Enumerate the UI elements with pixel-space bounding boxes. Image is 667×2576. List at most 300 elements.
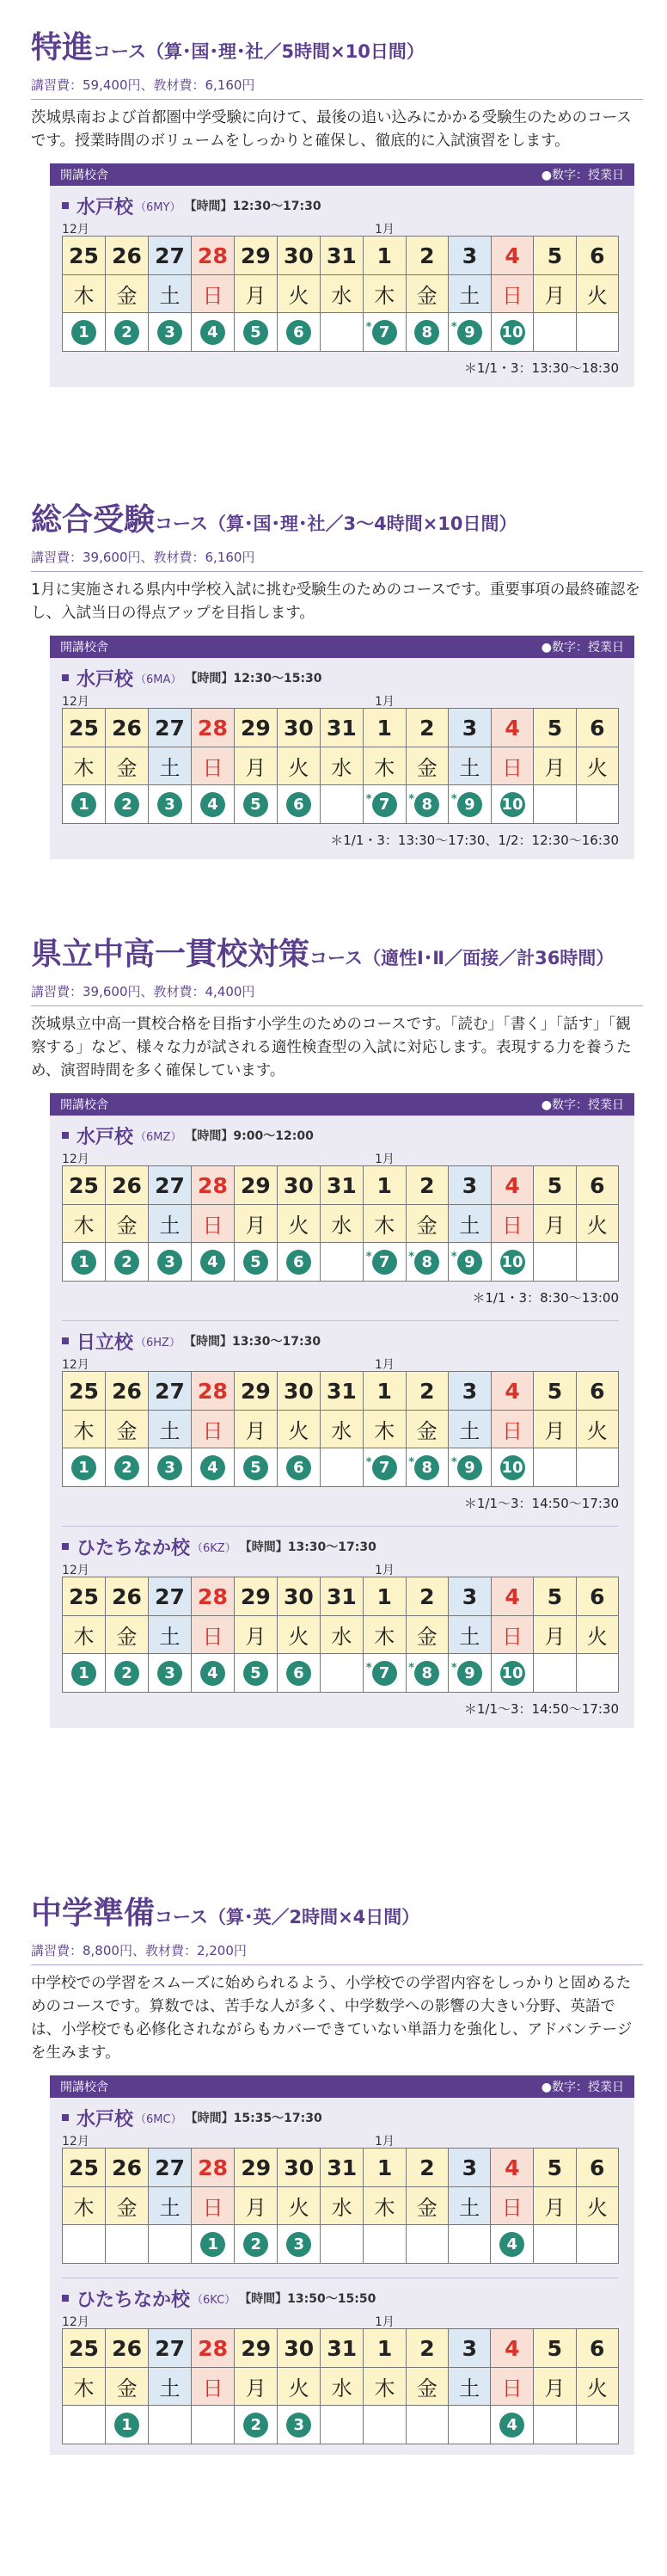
session-number: 7 * xyxy=(372,792,397,817)
course-fee: 講習費：59,400円、教材費：6,160円 xyxy=(31,76,643,100)
session-cell xyxy=(320,1448,363,1487)
session-cell xyxy=(191,1654,234,1693)
weekday-cell: 月 xyxy=(234,1205,277,1243)
session-cell xyxy=(278,2406,321,2444)
panel-header xyxy=(50,1093,634,1116)
session-cell xyxy=(449,313,492,352)
session-number: 5 xyxy=(243,1455,268,1480)
school-time: 【時間】13:50～15:50 xyxy=(239,2292,376,2306)
weekday-cell: 木 xyxy=(63,1205,106,1243)
session-cell xyxy=(234,1243,277,1282)
school-name: ひたちなか校 xyxy=(76,2289,191,2311)
date-cell: 28 xyxy=(192,2329,235,2368)
panel-header-left: 開講校舎 xyxy=(60,641,108,655)
session-number: 3 xyxy=(157,1455,182,1480)
school-block xyxy=(50,2285,634,2444)
calendar-table xyxy=(62,2328,619,2444)
course-title-suffix: コース（算･英／2時間×4日間） xyxy=(155,1907,420,1927)
asterisk-mark: * xyxy=(450,792,457,806)
session-cell xyxy=(449,1448,492,1487)
session-number: 2 xyxy=(243,2413,268,2438)
session-cell xyxy=(105,785,148,824)
month-label: 1月 xyxy=(375,1358,395,1372)
course-title xyxy=(31,31,643,69)
weekday-cell: 金 xyxy=(105,1616,148,1654)
session-cell xyxy=(534,2225,576,2264)
date-cell: 26 xyxy=(105,1166,148,1205)
date-cell: 3 xyxy=(449,237,492,275)
date-cell: 26 xyxy=(105,1577,148,1616)
date-cell: 2 xyxy=(406,2149,448,2187)
asterisk-mark: * xyxy=(408,792,415,806)
weekday-cell: 日 xyxy=(491,2368,534,2406)
session-row xyxy=(63,2225,619,2264)
date-cell: 3 xyxy=(449,2149,491,2187)
weekday-cell: 金 xyxy=(105,747,148,785)
date-cell: 4 xyxy=(491,1577,534,1616)
session-cell xyxy=(105,1448,148,1487)
weekday-cell: 日 xyxy=(491,275,534,313)
panel-header-right: ●数字：授業日 xyxy=(541,1098,624,1112)
month-label: 12月 xyxy=(62,695,89,709)
weekday-cell: 水 xyxy=(321,2368,364,2406)
session-number: 1 xyxy=(200,2232,225,2257)
weekday-cell: 木 xyxy=(363,1205,406,1243)
course-fee: 講習費：8,800円、教材費：2,200円 xyxy=(31,1941,643,1965)
session-number: 4 xyxy=(499,2413,524,2438)
date-row xyxy=(63,1166,619,1205)
weekday-cell: 月 xyxy=(235,2368,278,2406)
session-cell xyxy=(406,785,449,824)
session-cell xyxy=(320,1243,363,1282)
session-number: 5 xyxy=(243,792,268,817)
date-cell: 30 xyxy=(277,1166,320,1205)
session-number: 9 * xyxy=(457,1250,482,1275)
square-bullet-icon xyxy=(62,674,69,681)
calendar-table xyxy=(62,708,619,824)
course-title xyxy=(31,938,643,975)
school-name: 水戸校 xyxy=(76,668,134,691)
asterisk-mark: * xyxy=(408,1250,415,1263)
date-cell: 28 xyxy=(191,1166,234,1205)
session-cell xyxy=(277,785,320,824)
course-title-suffix: コース（適性Ⅰ･Ⅱ／面接／計36時間） xyxy=(309,948,615,968)
session-cell xyxy=(406,1448,449,1487)
session-number: 5 xyxy=(243,320,268,345)
weekday-cell: 木 xyxy=(364,2187,406,2225)
session-cell xyxy=(449,1654,492,1693)
square-bullet-icon xyxy=(62,2114,69,2121)
weekday-cell: 金 xyxy=(105,1411,148,1448)
date-cell: 2 xyxy=(406,237,449,275)
weekday-cell: 木 xyxy=(363,747,406,785)
date-cell: 3 xyxy=(449,1166,492,1205)
panel-header xyxy=(50,636,634,658)
asterisk-mark: * xyxy=(450,320,457,334)
session-cell xyxy=(105,313,148,352)
school-name: 水戸校 xyxy=(76,196,134,218)
session-cell xyxy=(148,1448,191,1487)
weekday-row xyxy=(63,747,619,785)
session-number: 3 xyxy=(157,320,182,345)
panel-header xyxy=(50,2075,634,2098)
weekday-cell: 土 xyxy=(449,2187,491,2225)
session-number: 7 * xyxy=(372,1250,397,1275)
session-cell xyxy=(63,2225,106,2264)
session-number: 10 xyxy=(500,1661,525,1686)
weekday-cell: 火 xyxy=(277,1411,320,1448)
weekday-cell: 土 xyxy=(148,275,191,313)
weekday-cell: 木 xyxy=(63,1411,106,1448)
session-row xyxy=(63,1243,619,1282)
session-number: 1 xyxy=(71,320,96,345)
date-cell: 5 xyxy=(534,237,576,275)
date-cell: 30 xyxy=(277,1577,320,1616)
session-cell xyxy=(491,785,534,824)
school-time: 【時間】12:30～17:30 xyxy=(184,200,321,213)
session-number: 2 xyxy=(243,2232,268,2257)
date-cell: 26 xyxy=(105,709,148,747)
school-header xyxy=(62,2105,619,2130)
weekday-cell: 火 xyxy=(576,747,618,785)
asterisk-mark: * xyxy=(450,1455,457,1469)
weekday-cell: 火 xyxy=(278,2187,321,2225)
weekday-cell: 金 xyxy=(406,1616,449,1654)
course-fee: 講習費：39,600円、教材費：6,160円 xyxy=(31,548,643,572)
month-row xyxy=(62,2130,619,2148)
school-block xyxy=(50,193,634,377)
session-cell xyxy=(63,1243,106,1282)
school-time: 【時間】13:30～17:30 xyxy=(183,1335,321,1349)
weekday-cell: 金 xyxy=(406,1205,449,1243)
session-number: 8 * xyxy=(414,1661,439,1686)
session-cell xyxy=(63,2406,106,2444)
weekday-cell: 土 xyxy=(148,747,191,785)
session-number: 6 xyxy=(286,1661,311,1686)
session-cell xyxy=(449,785,492,824)
session-number: 2 xyxy=(114,1661,139,1686)
session-number: 2 xyxy=(114,320,139,345)
session-cell xyxy=(576,2406,618,2444)
date-cell: 2 xyxy=(406,1166,449,1205)
session-row xyxy=(63,1448,619,1487)
date-cell: 31 xyxy=(321,2149,364,2187)
weekday-cell: 火 xyxy=(277,275,320,313)
weekday-cell: 木 xyxy=(363,1411,406,1448)
session-cell xyxy=(491,2406,534,2444)
session-number: 4 xyxy=(499,2232,524,2257)
calendar-table xyxy=(62,1577,619,1693)
session-cell xyxy=(277,313,320,352)
session-cell xyxy=(491,1448,534,1487)
school-time: 【時間】15:35～17:30 xyxy=(185,2112,322,2125)
course-section xyxy=(0,503,667,859)
month-label: 12月 xyxy=(62,2135,89,2149)
weekday-cell: 月 xyxy=(234,1616,277,1654)
asterisk-mark: * xyxy=(365,1250,372,1263)
session-cell xyxy=(321,2225,364,2264)
weekday-cell: 日 xyxy=(192,2368,235,2406)
date-cell: 1 xyxy=(364,2329,406,2368)
course-section xyxy=(0,31,667,387)
date-cell: 25 xyxy=(63,1166,106,1205)
session-cell xyxy=(576,1654,618,1693)
square-bullet-icon xyxy=(62,1543,69,1550)
date-cell: 27 xyxy=(149,2149,192,2187)
weekday-cell: 火 xyxy=(576,1205,618,1243)
date-cell: 5 xyxy=(534,2149,576,2187)
school-code: （6KC） xyxy=(192,2293,236,2307)
session-cell xyxy=(277,1448,320,1487)
weekday-cell: 水 xyxy=(320,1616,363,1654)
session-cell xyxy=(363,1448,406,1487)
school-block xyxy=(50,2105,634,2264)
date-cell: 5 xyxy=(534,1372,576,1411)
course-fee: 講習費：39,600円、教材費：4,400円 xyxy=(31,982,643,1006)
weekday-cell: 日 xyxy=(491,747,534,785)
weekday-cell: 水 xyxy=(320,747,363,785)
date-cell: 5 xyxy=(534,1577,576,1616)
course-title-main: 総合受験 xyxy=(31,502,156,538)
session-cell xyxy=(363,785,406,824)
session-cell xyxy=(148,313,191,352)
school-header xyxy=(62,665,619,691)
session-cell xyxy=(320,785,363,824)
month-label: 12月 xyxy=(62,1153,89,1166)
date-cell: 4 xyxy=(491,2149,534,2187)
weekday-cell: 月 xyxy=(534,1411,576,1448)
session-cell xyxy=(364,2406,406,2444)
date-cell: 30 xyxy=(278,2149,321,2187)
school-name: ひたちなか校 xyxy=(76,1537,191,1559)
weekday-row xyxy=(63,2368,619,2406)
session-number: 2 xyxy=(114,1455,139,1480)
weekday-cell: 水 xyxy=(320,1411,363,1448)
session-number: 4 xyxy=(200,792,225,817)
school-code: （6HZ） xyxy=(135,1336,181,1349)
weekday-row xyxy=(63,1411,619,1448)
session-cell xyxy=(191,1448,234,1487)
weekday-cell: 火 xyxy=(576,275,618,313)
session-number: 10 xyxy=(500,1455,525,1480)
date-cell: 6 xyxy=(576,1166,618,1205)
month-label: 12月 xyxy=(62,1358,89,1372)
date-cell: 25 xyxy=(63,1577,106,1616)
course-title-main: 県立中高一貫校対策 xyxy=(31,937,310,972)
session-number: 7 * xyxy=(372,1661,397,1686)
session-cell xyxy=(191,785,234,824)
date-cell: 2 xyxy=(406,2329,448,2368)
school-block xyxy=(50,1534,634,1718)
schedule-panel xyxy=(50,163,634,387)
schedule-panel xyxy=(50,2075,634,2455)
session-cell xyxy=(191,313,234,352)
school-time: 【時間】9:00～12:00 xyxy=(185,1129,314,1143)
session-cell xyxy=(234,1448,277,1487)
session-cell xyxy=(406,2406,448,2444)
session-cell xyxy=(576,2225,618,2264)
session-cell xyxy=(234,313,277,352)
session-cell xyxy=(235,2225,278,2264)
session-cell xyxy=(363,313,406,352)
session-cell xyxy=(63,1654,106,1693)
square-bullet-icon xyxy=(62,202,69,209)
weekday-cell: 土 xyxy=(148,1411,191,1448)
date-cell: 3 xyxy=(449,2329,491,2368)
session-number: 9 * xyxy=(457,320,482,345)
date-cell: 26 xyxy=(105,1372,148,1411)
weekday-cell: 木 xyxy=(63,1616,106,1654)
asterisk-mark: * xyxy=(408,1455,415,1469)
session-cell xyxy=(534,785,576,824)
asterisk-mark: * xyxy=(365,792,372,806)
course-description: 中学校での学習をスムーズに始められるよう、小学校での学習内容をしっかりと固めるためのコースです。算数では、苦手な人が多く、中学数学への影響の大きい分野、英語では、小学校でも必修化されながらもカバーできていない単語力を強化し、アドバンテージを生みます。 xyxy=(31,1975,633,2062)
weekday-cell: 金 xyxy=(406,275,449,313)
weekday-cell: 日 xyxy=(191,747,234,785)
session-cell xyxy=(148,1654,191,1693)
time-note: ＊1/1～3：14:50～17:30 xyxy=(463,1496,619,1511)
date-cell: 1 xyxy=(363,1166,406,1205)
weekday-cell: 水 xyxy=(321,2187,364,2225)
asterisk-mark: * xyxy=(365,320,372,334)
time-note: ＊1/1・3：13:30～17:30、1/2：12:30～16:30 xyxy=(330,833,619,848)
weekday-cell: 土 xyxy=(449,747,492,785)
weekday-cell: 金 xyxy=(105,275,148,313)
session-cell xyxy=(105,1654,148,1693)
session-cell xyxy=(63,1448,106,1487)
school-time: 【時間】13:30～17:30 xyxy=(239,1540,376,1554)
session-number: 6 xyxy=(286,1250,311,1275)
school-header xyxy=(62,2285,619,2311)
date-cell: 29 xyxy=(234,1166,277,1205)
weekday-cell: 金 xyxy=(106,2368,149,2406)
month-label: 1月 xyxy=(375,1153,395,1166)
session-cell xyxy=(491,1243,534,1282)
session-cell xyxy=(192,2225,235,2264)
session-cell xyxy=(491,1654,534,1693)
course-title-main: 特進 xyxy=(31,30,94,65)
session-number: 4 xyxy=(200,1661,225,1686)
session-number: 9 * xyxy=(457,1661,482,1686)
session-cell xyxy=(534,2406,576,2444)
weekday-cell: 土 xyxy=(449,275,492,313)
date-cell: 6 xyxy=(576,709,618,747)
session-cell xyxy=(534,1243,576,1282)
date-cell: 31 xyxy=(320,1577,363,1616)
month-label: 1月 xyxy=(375,695,395,709)
time-note: ＊1/1・3：13:30～18:30 xyxy=(463,360,619,376)
date-cell: 27 xyxy=(149,2329,192,2368)
session-number: 4 xyxy=(200,1455,225,1480)
session-cell xyxy=(363,1243,406,1282)
date-cell: 1 xyxy=(364,2149,406,2187)
month-label: 1月 xyxy=(375,1564,395,1577)
weekday-cell: 土 xyxy=(148,1205,191,1243)
month-row xyxy=(62,218,619,236)
weekday-cell: 金 xyxy=(406,2368,448,2406)
date-row xyxy=(63,709,619,747)
date-cell: 2 xyxy=(406,709,449,747)
asterisk-mark: * xyxy=(365,1455,372,1469)
session-cell xyxy=(192,2406,235,2444)
weekday-cell: 月 xyxy=(234,1411,277,1448)
date-cell: 29 xyxy=(235,2329,278,2368)
date-cell: 2 xyxy=(406,1372,449,1411)
schedule-panel xyxy=(50,636,634,859)
calendar-table xyxy=(62,1165,619,1282)
school-header xyxy=(62,1122,619,1148)
calendar-table xyxy=(62,236,619,352)
session-row xyxy=(63,785,619,824)
month-row xyxy=(62,2311,619,2328)
session-cell xyxy=(576,1243,618,1282)
weekday-cell: 日 xyxy=(191,1205,234,1243)
session-cell xyxy=(534,313,576,352)
date-cell: 3 xyxy=(449,709,492,747)
date-cell: 27 xyxy=(148,1166,191,1205)
month-row xyxy=(62,1354,619,1371)
weekday-row xyxy=(63,1616,619,1654)
school-divider xyxy=(62,1320,619,1321)
session-cell xyxy=(148,785,191,824)
session-cell xyxy=(576,785,618,824)
asterisk-mark: * xyxy=(450,1661,457,1675)
session-cell xyxy=(278,2225,321,2264)
session-number: 1 xyxy=(71,1661,96,1686)
weekday-cell: 土 xyxy=(149,2187,192,2225)
date-cell: 31 xyxy=(320,237,363,275)
month-label: 1月 xyxy=(375,2135,395,2149)
session-cell xyxy=(449,2406,491,2444)
session-number: 8 xyxy=(414,320,439,345)
weekday-cell: 水 xyxy=(320,1205,363,1243)
date-cell: 4 xyxy=(491,709,534,747)
weekday-cell: 火 xyxy=(277,747,320,785)
weekday-cell: 土 xyxy=(149,2368,192,2406)
date-cell: 26 xyxy=(105,237,148,275)
weekday-cell: 水 xyxy=(320,275,363,313)
date-cell: 6 xyxy=(576,2329,618,2368)
session-cell xyxy=(149,2406,192,2444)
session-cell xyxy=(106,2406,149,2444)
weekday-cell: 月 xyxy=(534,1616,576,1654)
session-number: 3 xyxy=(157,1250,182,1275)
month-row xyxy=(62,1559,619,1577)
weekday-cell: 日 xyxy=(491,1616,534,1654)
school-header xyxy=(62,1534,619,1559)
month-label: 12月 xyxy=(62,223,89,237)
date-cell: 31 xyxy=(320,709,363,747)
weekday-cell: 日 xyxy=(491,1205,534,1243)
weekday-cell: 日 xyxy=(491,2187,534,2225)
session-number: 8 * xyxy=(414,1250,439,1275)
date-cell: 4 xyxy=(491,237,534,275)
weekday-cell: 月 xyxy=(235,2187,278,2225)
asterisk-mark: * xyxy=(408,1661,415,1675)
session-cell xyxy=(321,2406,364,2444)
date-row xyxy=(63,1577,619,1616)
date-cell: 25 xyxy=(63,709,106,747)
date-cell: 29 xyxy=(234,1372,277,1411)
calendar-table xyxy=(62,2148,619,2264)
weekday-cell: 土 xyxy=(449,1616,492,1654)
session-number: 5 xyxy=(243,1661,268,1686)
date-cell: 28 xyxy=(191,1372,234,1411)
session-cell xyxy=(491,313,534,352)
date-cell: 6 xyxy=(576,237,618,275)
session-number: 6 xyxy=(286,1455,311,1480)
date-row xyxy=(63,237,619,275)
